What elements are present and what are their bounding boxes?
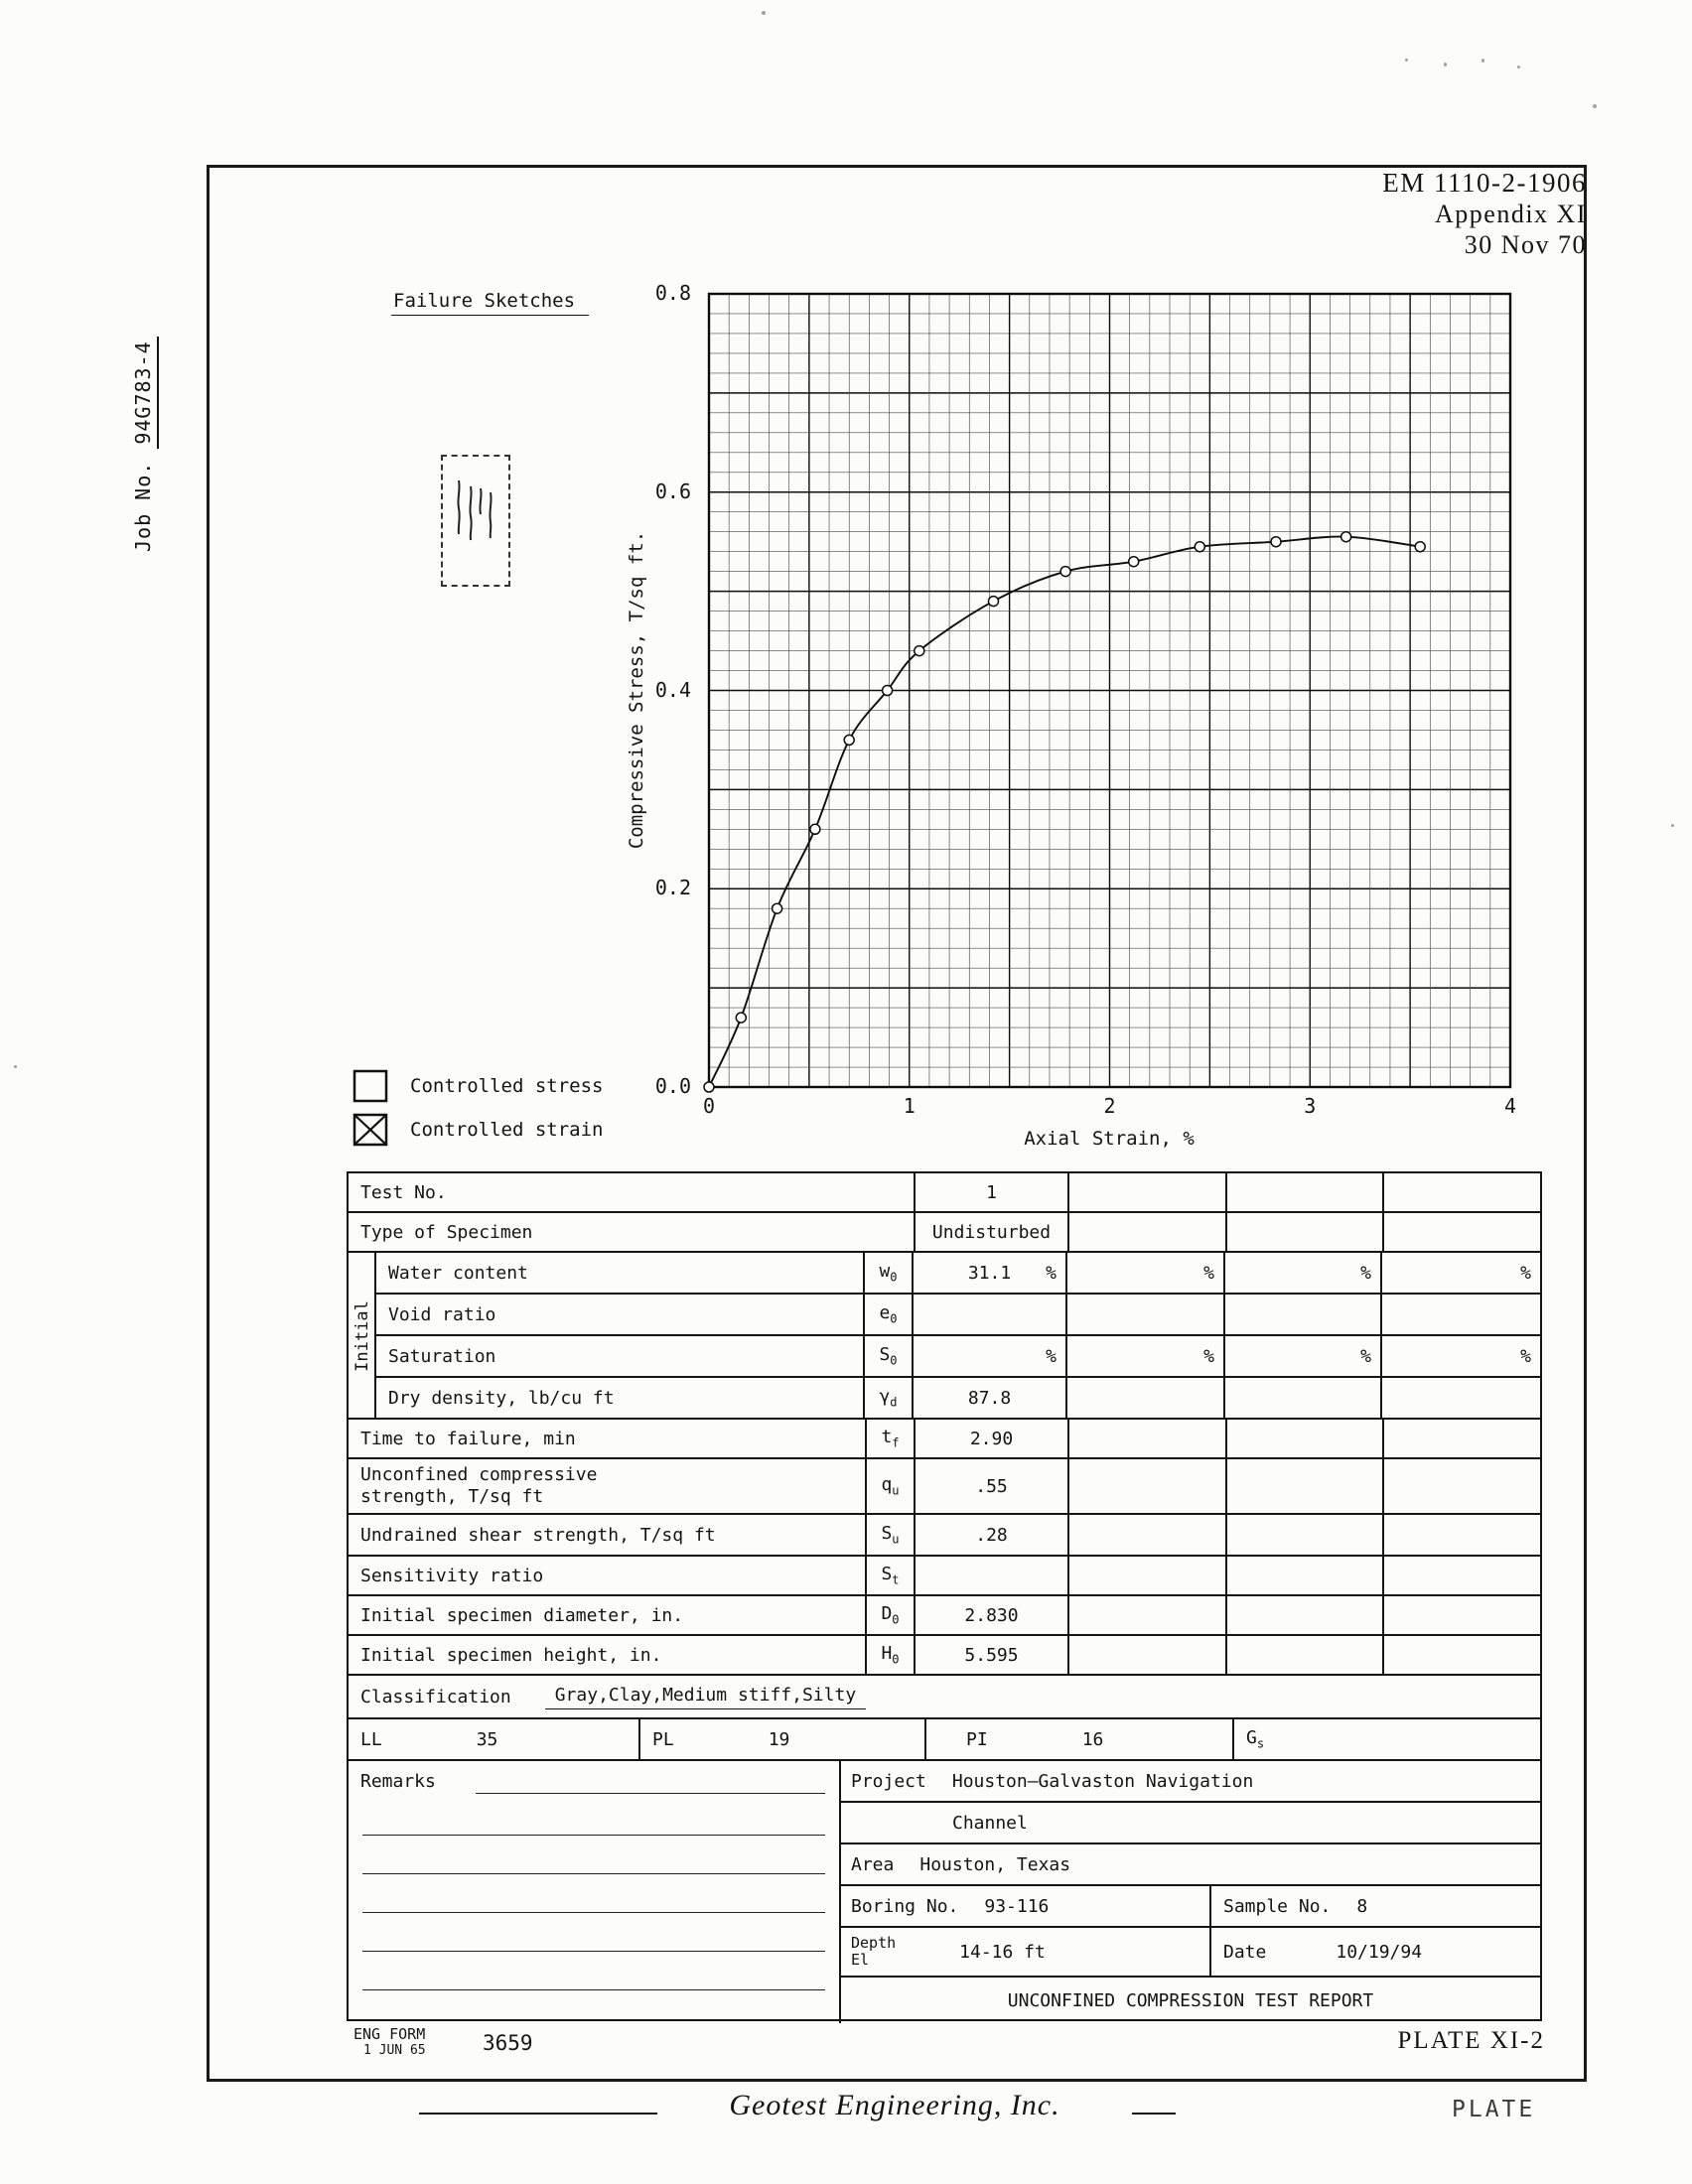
job-number (131, 337, 155, 552)
x-axis-label: Axial Strain, % (1024, 1128, 1195, 1150)
symbol-st: $S_t$ (865, 1557, 914, 1594)
remarks-box (349, 1761, 841, 2023)
y-tick: 0.6 (654, 478, 691, 503)
legend-controlled-stress (352, 1069, 603, 1103)
row-label: Type of Specimen (360, 1221, 533, 1243)
row-label: Test No. (360, 1181, 447, 1203)
water-content-value: 31.1 % (912, 1253, 1065, 1293)
row-label: Time to failure, min (360, 1428, 576, 1449)
eng-form-stamp: ENG FORM 1 JUN 65 (353, 2025, 426, 2058)
plate-number: PLATE XI-2 (1397, 2027, 1545, 2054)
controlled-strain-label: Controlled strain (410, 1119, 604, 1141)
area-value: Houston, Texas (919, 1853, 1071, 1875)
test-data-table (347, 1171, 1542, 2021)
job-number-label: Job No. (131, 461, 155, 552)
y-axis-label: Compressive Stress, T/sq ft. (626, 530, 647, 850)
test-no-value: 1 (914, 1173, 1067, 1211)
pl-value: 19 (768, 1728, 790, 1750)
ll-label: LL (360, 1728, 382, 1750)
failure-sketch-icon (443, 457, 508, 585)
x-tick: 1 (903, 1094, 916, 1118)
controlled-stress-label: Controlled stress (410, 1075, 604, 1097)
classification-value: Gray,Clay,Medium stiff,Silty (545, 1685, 866, 1709)
sample-label: Sample No. (1223, 1895, 1332, 1917)
form-number: 3659 (483, 2031, 533, 2055)
row-label: Initial specimen height, in. (360, 1644, 662, 1666)
report-title: UNCONFINED COMPRESSION TEST REPORT (1007, 1989, 1374, 2011)
y-tick-labels (643, 281, 699, 1098)
company-name: Geotest Engineering, Inc. (729, 2089, 1060, 2121)
table-row (349, 1295, 1540, 1336)
scan-artifact (1405, 59, 1408, 62)
scan-artifact (1671, 824, 1674, 827)
qu-value: .55 (914, 1459, 1067, 1513)
symbol-h0: $H_0$ (865, 1636, 914, 1674)
date-label: Date (1223, 1941, 1267, 1963)
height-value: 5.595 (914, 1636, 1067, 1674)
saturation-value: % (912, 1336, 1065, 1376)
row-label: Sensitivity ratio (360, 1565, 544, 1586)
table-row: Saturation $S_0$ % % % % (349, 1336, 1540, 1378)
y-tick: 0.2 (654, 876, 691, 900)
table-row (349, 1420, 1540, 1459)
header-em-number: EM 1110-2-1906 (1382, 168, 1587, 198)
project-box (841, 1761, 1540, 2023)
y-tick: 0.4 (654, 677, 691, 702)
boring-value: 93-116 (984, 1895, 1050, 1917)
symbol-s0: $S_0$ (863, 1336, 912, 1376)
project-label: Project (851, 1770, 926, 1792)
row-label: Water content (388, 1262, 528, 1284)
initial-group-label: Initial (352, 1300, 372, 1372)
ll-value: 35 (476, 1728, 498, 1750)
table-row (349, 1596, 1540, 1636)
depth-label: Depth (851, 1933, 897, 1952)
row-label: Unconfined compressive strength, T/sq ft (360, 1464, 598, 1507)
remarks-label: Remarks (360, 1771, 436, 1792)
header-appendix: Appendix XI (1435, 200, 1587, 228)
el-label: El (851, 1951, 870, 1969)
time-to-failure-value: 2.90 (914, 1420, 1067, 1457)
header-date: 30 Nov 70 (1464, 230, 1587, 259)
boring-label: Boring No. (851, 1895, 959, 1917)
job-number-value: 94G783-4 (131, 337, 159, 448)
symbol-gamma-d: $\gamma_d$ (863, 1378, 912, 1418)
symbol-qu: $q_u$ (865, 1459, 914, 1513)
legend-controlled-strain (352, 1113, 603, 1147)
su-value: .28 (914, 1515, 1067, 1555)
controlled-stress-checkbox[interactable] (352, 1069, 388, 1103)
failure-sketches-label: Failure Sketches (391, 290, 589, 316)
classification-row (349, 1676, 1540, 1719)
table-row (349, 1213, 1540, 1253)
symbol-d0: $D_0$ (865, 1596, 914, 1634)
table-row (349, 1459, 1540, 1515)
failure-sketch (441, 455, 510, 587)
depth-value: 14-16 ft (959, 1941, 1046, 1963)
diameter-value: 2.830 (914, 1596, 1067, 1634)
scan-artifact (1593, 104, 1597, 108)
table-row (349, 1378, 1540, 1420)
atterberg-row (349, 1719, 1540, 1761)
scan-artifact (14, 1065, 17, 1068)
x-tick: 0 (702, 1094, 716, 1118)
table-row: Water content $w_0$ 31.1 % % % % (349, 1253, 1540, 1295)
symbol-tf: $t_f$ (865, 1420, 914, 1457)
row-label: Undrained shear strength, T/sq ft (360, 1524, 716, 1546)
table-row (349, 1173, 1540, 1213)
sensitivity-value (914, 1557, 1067, 1594)
y-tick: 0.8 (654, 281, 691, 305)
project-value: Houston–Galvaston Navigation (951, 1770, 1254, 1792)
company-rule-right (1132, 2113, 1176, 2115)
x-tick: 3 (1304, 1094, 1317, 1118)
table-row (349, 1557, 1540, 1596)
pi-label: PI (966, 1728, 988, 1750)
dry-density-value: 87.8 (912, 1378, 1065, 1418)
scan-artifact (1481, 59, 1484, 63)
table-row (349, 1515, 1540, 1557)
symbol-su: $S_u$ (865, 1515, 914, 1555)
row-label: Dry density, lb/cu ft (388, 1387, 615, 1409)
sample-value: 8 (1356, 1895, 1368, 1917)
scan-artifact (1517, 66, 1520, 68)
row-label: Saturation (388, 1345, 496, 1367)
date-value: 10/19/94 (1336, 1941, 1423, 1963)
symbol-w0: $w_0$ (863, 1253, 912, 1293)
plate-corner-label: PLATE (1452, 2097, 1536, 2122)
specimen-type-value: Undisturbed (914, 1213, 1067, 1251)
company-rule-left (419, 2113, 657, 2115)
scan-artifact (1444, 63, 1447, 67)
pi-value: 16 (1081, 1728, 1104, 1750)
scan-artifact (762, 11, 766, 15)
row-label: Void ratio (388, 1303, 496, 1325)
y-tick: 0.0 (654, 1074, 691, 1098)
classification-label: Classification (360, 1686, 511, 1707)
gs-label: $G_s$ (1246, 1727, 1265, 1751)
project-value-line2: Channel (952, 1812, 1028, 1834)
stress-strain-chart (709, 294, 1510, 1087)
table-row (349, 1636, 1540, 1676)
x-tick: 4 (1503, 1094, 1517, 1118)
plot-svg (709, 294, 1510, 1087)
x-tick-labels (702, 1094, 1517, 1122)
remarks-project-section (349, 1761, 1540, 2023)
row-label: Initial specimen diameter, in. (360, 1604, 684, 1626)
void-ratio-value (912, 1295, 1065, 1334)
pl-label: PL (652, 1728, 674, 1750)
symbol-e0: $e_0$ (863, 1295, 912, 1334)
x-tick: 2 (1103, 1094, 1116, 1118)
controlled-strain-checkbox-checked[interactable] (352, 1113, 388, 1147)
area-label: Area (851, 1853, 895, 1875)
